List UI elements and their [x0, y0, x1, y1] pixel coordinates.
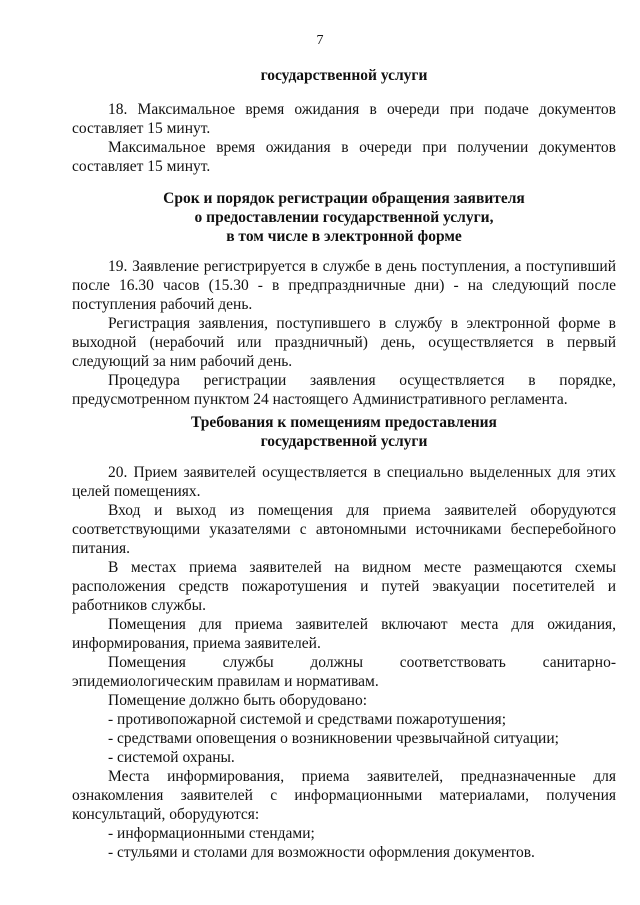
heading-line: о предоставлении государственной услуги,: [194, 209, 494, 226]
paragraph: Регистрация заявления, поступившего в службу в электронной форме в выходной (нерабочий или праздничный) день, осуществляется в первый следующий за ним рабочий день.: [72, 315, 616, 370]
premises-body: [72, 463, 616, 862]
paragraph: Места информирования, приема заявителей, предназначенные для ознакомления заявителей с информационными материалами, получения консультаций, оборудуются:: [72, 768, 616, 823]
list-item: - противопожарной системой и средствами пожаротушения;: [108, 711, 506, 728]
list-item: - информационными стендами;: [108, 825, 315, 842]
paragraph: Процедура регистрации заявления осуществляется в порядке, предусмотренном пунктом 24 настоящего Административного регламента.: [72, 372, 616, 408]
registration-body: [72, 257, 616, 409]
heading-line: в том числе в электронной форме: [226, 228, 462, 245]
paragraph: 20. Прием заявителей осуществляется в специально выделенных для этих целей помещениях.: [72, 464, 616, 500]
paragraph: Помещения службы должны соответствовать санитарно-эпидемиологическим правилам и нормативам.: [72, 654, 616, 690]
heading-line: государственной услуги: [260, 433, 428, 450]
section-heading-premises: [72, 413, 616, 451]
paragraph: Вход и выход из помещения для приема заявителей оборудуются соответствующими указателями с автономными источниками бесперебойного питания.: [72, 502, 616, 557]
paragraph: Помещение должно быть оборудовано:: [108, 692, 367, 709]
paragraph-18-block: [72, 100, 616, 176]
heading-line: Требования к помещениям предоставления: [191, 414, 497, 431]
paragraph: В местах приема заявителей на видном месте размещаются схемы расположения средств пожаротушения и путей эвакуации посетителей и работников службы.: [72, 559, 616, 614]
list-item: - стульями и столами для возможности оформления документов.: [108, 844, 535, 861]
paragraph: 19. Заявление регистрируется в службе в день поступления, а поступивший после 16.30 часов (15.30 - в предпраздничные дни) - на следующий после поступления рабочий день.: [72, 258, 616, 313]
heading-line: Срок и порядок регистрации обращения заявителя: [163, 190, 525, 207]
paragraph: Помещения для приема заявителей включают места для ожидания, информирования, приема заявителей.: [72, 616, 616, 652]
continued-heading: государственной услуги: [260, 67, 428, 84]
list-item: - системой охраны.: [108, 749, 235, 766]
paragraph: Максимальное время ожидания в очереди при получении документов составляет 15 минут.: [72, 139, 616, 175]
section-heading-registration: [72, 189, 616, 246]
page-number: 7: [316, 33, 324, 48]
paragraph: 18. Максимальное время ожидания в очереди при подаче документов составляет 15 минут.: [72, 101, 616, 137]
list-item: - средствами оповещения о возникновении чрезвычайной ситуации;: [108, 730, 559, 747]
